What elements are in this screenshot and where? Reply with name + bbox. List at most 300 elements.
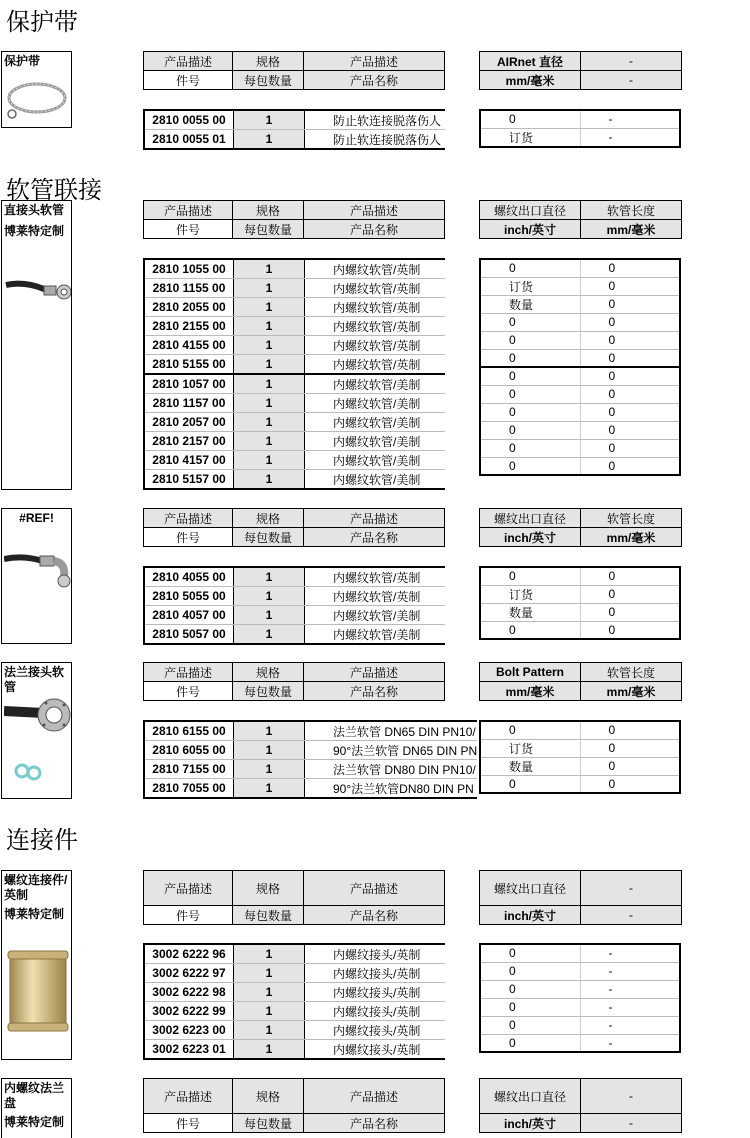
hdr-desc2: 产品描述 [304, 663, 445, 682]
data-table-thread-left [143, 943, 445, 1060]
hdr-qty: 每包数量 [233, 906, 304, 925]
part-number-cell: 2810 7155 00 [144, 760, 234, 779]
description-cell: 内螺纹软管/英制 [305, 336, 445, 355]
description-cell: 内螺纹软管/英制 [305, 298, 445, 317]
part-number-cell: 2810 5055 00 [144, 587, 234, 606]
belt-photo [4, 76, 70, 124]
table-row [144, 374, 445, 394]
hdr-part: 件号 [144, 71, 233, 90]
hdr-dash: - [581, 52, 682, 71]
description-cell: 内螺纹接头/英制 [305, 1040, 445, 1060]
section-title-fittings: 连接件 [6, 827, 78, 854]
hdr-desc: 产品描述 [144, 663, 233, 682]
hose-elbow-photo [4, 549, 72, 589]
quantity-cell: 1 [234, 110, 305, 130]
part-number-cell: 2810 4055 00 [144, 567, 234, 587]
side-label-custom: 博莱特定制 [4, 224, 65, 238]
side-label: 保护带 [4, 54, 41, 68]
length-cell: 0 [580, 295, 680, 313]
diameter-cell: 0 [480, 421, 580, 439]
table-row [144, 110, 445, 130]
hdr-qty: 每包数量 [233, 71, 304, 90]
part-number-cell: 2810 6155 00 [144, 721, 234, 741]
hdr-qty: 每包数量 [233, 528, 304, 547]
table-row [144, 779, 477, 799]
header-table-flange-left [143, 662, 445, 701]
quantity-cell: 1 [234, 587, 305, 606]
length-cell: 0 [580, 259, 680, 277]
header-table-ref-right [479, 508, 682, 547]
data-table-flange-right [479, 720, 681, 794]
diameter-cell: 0 [480, 775, 580, 793]
hdr-inch: inch/英寸 [480, 220, 581, 239]
flange-hose-photo [4, 689, 72, 789]
table-row [144, 944, 445, 964]
part-number-cell: 2810 1155 00 [144, 279, 234, 298]
side-panel-thread-fitting [1, 870, 72, 1060]
quantity-cell: 1 [234, 279, 305, 298]
part-number-cell: 3002 6222 97 [144, 964, 234, 983]
quantity-cell: 1 [234, 1021, 305, 1040]
diameter-cell: 0 [480, 944, 580, 962]
quantity-cell: 1 [234, 741, 305, 760]
hdr-name: 产品名称 [304, 71, 445, 90]
side-label-custom: 博莱特定制 [4, 1115, 65, 1129]
data-table-ref-right [479, 566, 681, 640]
part-number-cell: 2810 6055 00 [144, 741, 234, 760]
quantity-cell: 1 [234, 259, 305, 279]
diameter-cell: 0 [480, 313, 580, 331]
diameter-cell: 0 [480, 385, 580, 403]
quantity-cell: 1 [234, 779, 305, 799]
hdr-hoselen: 软管长度 [581, 663, 682, 682]
length-cell: - [580, 128, 680, 147]
length-cell: 0 [580, 775, 680, 793]
description-cell: 90°法兰软管DN80 DIN PN [305, 779, 478, 799]
table-row [480, 980, 680, 998]
description-cell: 法兰软管 DN65 DIN PN10/ [305, 721, 478, 741]
data-table-straight-right [479, 258, 681, 476]
table-row [144, 721, 477, 741]
length-cell: - [580, 1016, 680, 1034]
table-row [480, 110, 680, 128]
description-cell: 内螺纹接头/英制 [305, 944, 445, 964]
section-title-protection-belt: 保护带 [6, 9, 78, 36]
quantity-cell: 1 [234, 355, 305, 375]
length-cell: 0 [580, 585, 680, 603]
hdr-desc2: 产品描述 [304, 509, 445, 528]
diameter-cell: 订货 [480, 128, 580, 147]
side-label: #REF! [19, 511, 54, 525]
table-row [480, 295, 680, 313]
part-number-cell: 2810 0055 00 [144, 110, 234, 130]
hdr-hoselen: 软管长度 [581, 509, 682, 528]
part-number-cell: 2810 2057 00 [144, 413, 234, 432]
table-row [144, 983, 445, 1002]
description-cell: 内螺纹软管/美制 [305, 394, 445, 413]
hdr-part: 件号 [144, 1114, 233, 1133]
side-panel-straight-hose [1, 200, 72, 490]
length-cell: 0 [580, 757, 680, 775]
quantity-cell: 1 [234, 336, 305, 355]
table-row [144, 317, 445, 336]
diameter-cell: 0 [480, 367, 580, 385]
quantity-cell: 1 [234, 1040, 305, 1060]
hdr-desc: 产品描述 [144, 509, 233, 528]
table-row [144, 432, 445, 451]
hdr-inch: inch/英寸 [480, 906, 581, 925]
diameter-cell: 0 [480, 259, 580, 277]
quantity-cell: 1 [234, 298, 305, 317]
diameter-cell: 数量 [480, 295, 580, 313]
table-row [144, 279, 445, 298]
quantity-cell: 1 [234, 394, 305, 413]
table-row [144, 394, 445, 413]
hdr-name: 产品名称 [304, 220, 445, 239]
part-number-cell: 3002 6223 01 [144, 1040, 234, 1060]
data-table-thread-right [479, 943, 681, 1053]
part-number-cell: 3002 6222 96 [144, 944, 234, 964]
quantity-cell: 1 [234, 317, 305, 336]
description-cell: 内螺纹软管/美制 [305, 606, 445, 625]
length-cell: 0 [580, 721, 680, 739]
quantity-cell: 1 [234, 567, 305, 587]
description-cell: 内螺纹接头/英制 [305, 983, 445, 1002]
hdr-dash: - [581, 1114, 682, 1133]
hdr-dash: - [581, 906, 682, 925]
hose-photo [4, 277, 72, 307]
table-row [480, 603, 680, 621]
part-number-cell: 2810 2055 00 [144, 298, 234, 317]
table-row [144, 606, 445, 625]
description-cell: 内螺纹软管/美制 [305, 470, 445, 490]
description-cell: 内螺纹软管/英制 [305, 279, 445, 298]
diameter-cell: 订货 [480, 585, 580, 603]
table-row [480, 585, 680, 603]
data-table-ref-left [143, 566, 445, 645]
header-table-flange-right [479, 662, 682, 701]
table-row [144, 587, 445, 606]
table-row [144, 130, 445, 150]
data-table-straight-left [143, 258, 445, 490]
quantity-cell: 1 [234, 374, 305, 394]
table-row [480, 403, 680, 421]
diameter-cell: 0 [480, 721, 580, 739]
side-panel-flange-plate [1, 1078, 72, 1138]
description-cell: 内螺纹软管/美制 [305, 625, 445, 645]
hdr-dash: - [581, 71, 682, 90]
table-row [480, 367, 680, 385]
part-number-cell: 3002 6223 00 [144, 1021, 234, 1040]
table-row [144, 451, 445, 470]
hdr-mm: mm/毫米 [581, 220, 682, 239]
length-cell: - [580, 110, 680, 128]
table-row [144, 1040, 445, 1060]
part-number-cell: 2810 1055 00 [144, 259, 234, 279]
quantity-cell: 1 [234, 625, 305, 645]
quantity-cell: 1 [234, 432, 305, 451]
length-cell: - [580, 998, 680, 1016]
description-cell: 内螺纹软管/英制 [305, 355, 445, 375]
part-number-cell: 3002 6222 99 [144, 1002, 234, 1021]
part-number-cell: 2810 7055 00 [144, 779, 234, 799]
description-cell: 内螺纹软管/美制 [305, 413, 445, 432]
diameter-cell: 0 [480, 439, 580, 457]
description-cell: 内螺纹软管/英制 [305, 587, 445, 606]
data-table-flange-left [143, 720, 477, 799]
data-table-belt-left [143, 109, 445, 150]
diameter-cell: 订货 [480, 739, 580, 757]
part-number-cell: 3002 6222 98 [144, 983, 234, 1002]
hdr-part: 件号 [144, 528, 233, 547]
hdr-desc: 产品描述 [144, 871, 233, 906]
diameter-cell: 数量 [480, 757, 580, 775]
quantity-cell: 1 [234, 1002, 305, 1021]
quantity-cell: 1 [234, 983, 305, 1002]
table-row [144, 964, 445, 983]
hdr-mm: mm/毫米 [480, 71, 581, 90]
quantity-cell: 1 [234, 721, 305, 741]
length-cell: 0 [580, 367, 680, 385]
quantity-cell: 1 [234, 760, 305, 779]
hdr-spec: 规格 [233, 201, 304, 220]
description-cell: 内螺纹接头/英制 [305, 964, 445, 983]
part-number-cell: 2810 5057 00 [144, 625, 234, 645]
header-table-belt-left [143, 51, 445, 90]
table-row [480, 128, 680, 147]
hdr-thread: 螺纹出口直径 [480, 1079, 581, 1114]
table-row [144, 567, 445, 587]
hdr-mm: mm/毫米 [581, 528, 682, 547]
length-cell: 0 [580, 621, 680, 639]
table-row [480, 259, 680, 277]
part-number-cell: 2810 1157 00 [144, 394, 234, 413]
description-cell: 防止软连接脱落伤人 [305, 110, 445, 130]
brass-fitting-photo [4, 945, 72, 1035]
part-number-cell: 2810 5157 00 [144, 470, 234, 490]
table-row [480, 775, 680, 793]
diameter-cell: 0 [480, 980, 580, 998]
quantity-cell: 1 [234, 944, 305, 964]
side-label-custom: 博莱特定制 [4, 907, 65, 921]
part-number-cell: 2810 2155 00 [144, 317, 234, 336]
table-row [480, 621, 680, 639]
hdr-airnet: AIRnet 直径 [480, 52, 581, 71]
table-row [480, 331, 680, 349]
header-table-straight-right [479, 200, 682, 239]
header-table-thread-left [143, 870, 445, 925]
table-row [480, 313, 680, 331]
hdr-part: 件号 [144, 906, 233, 925]
hdr-qty: 每包数量 [233, 1114, 304, 1133]
length-cell: 0 [580, 277, 680, 295]
quantity-cell: 1 [234, 606, 305, 625]
header-table-flangeplate-left [143, 1078, 445, 1133]
diameter-cell: 0 [480, 110, 580, 128]
side-panel-ref [1, 508, 72, 644]
length-cell: 0 [580, 331, 680, 349]
hdr-desc2: 产品描述 [304, 52, 445, 71]
table-row [480, 385, 680, 403]
table-row [480, 1034, 680, 1052]
table-row [480, 739, 680, 757]
length-cell: 0 [580, 385, 680, 403]
description-cell: 防止软连接脱落伤人 [305, 130, 445, 150]
hdr-desc2: 产品描述 [304, 871, 445, 906]
hdr-spec: 规格 [233, 1079, 304, 1114]
table-row [144, 336, 445, 355]
hdr-dash: - [581, 871, 682, 906]
quantity-cell: 1 [234, 413, 305, 432]
diameter-cell: 0 [480, 1034, 580, 1052]
hdr-spec: 规格 [233, 52, 304, 71]
table-row [480, 962, 680, 980]
length-cell: 0 [580, 603, 680, 621]
description-cell: 内螺纹软管/美制 [305, 374, 445, 394]
description-cell: 内螺纹软管/美制 [305, 432, 445, 451]
side-panel-flange-hose [1, 662, 72, 799]
part-number-cell: 2810 1057 00 [144, 374, 234, 394]
diameter-cell: 0 [480, 349, 580, 367]
description-cell: 法兰软管 DN80 DIN PN10/ [305, 760, 478, 779]
header-table-straight-left [143, 200, 445, 239]
table-row [480, 567, 680, 585]
hdr-name: 产品名称 [304, 1114, 445, 1133]
hdr-desc: 产品描述 [144, 1079, 233, 1114]
part-number-cell: 2810 4157 00 [144, 451, 234, 470]
diameter-cell: 0 [480, 567, 580, 585]
side-label: 直接头软管 [4, 203, 65, 217]
length-cell: 0 [580, 313, 680, 331]
quantity-cell: 1 [234, 470, 305, 490]
length-cell: 0 [580, 403, 680, 421]
hdr-name: 产品名称 [304, 682, 445, 701]
part-number-cell: 2810 5155 00 [144, 355, 234, 375]
description-cell: 内螺纹接头/英制 [305, 1002, 445, 1021]
table-row [144, 1002, 445, 1021]
table-row [480, 457, 680, 475]
description-cell: 内螺纹软管/美制 [305, 451, 445, 470]
table-row [144, 625, 445, 645]
hdr-desc: 产品描述 [144, 201, 233, 220]
hdr-qty: 每包数量 [233, 220, 304, 239]
part-number-cell: 2810 4057 00 [144, 606, 234, 625]
hdr-mm: mm/毫米 [480, 682, 581, 701]
table-row [144, 413, 445, 432]
table-row [144, 760, 477, 779]
diameter-cell: 0 [480, 621, 580, 639]
diameter-cell: 0 [480, 457, 580, 475]
table-row [144, 741, 477, 760]
length-cell: 0 [580, 457, 680, 475]
hdr-part: 件号 [144, 682, 233, 701]
table-row [144, 298, 445, 317]
length-cell: - [580, 1034, 680, 1052]
table-row [480, 944, 680, 962]
length-cell: - [580, 944, 680, 962]
hdr-inch: inch/英寸 [480, 528, 581, 547]
diameter-cell: 数量 [480, 603, 580, 621]
part-number-cell: 2810 2157 00 [144, 432, 234, 451]
description-cell: 内螺纹软管/英制 [305, 567, 445, 587]
header-table-thread-right [479, 870, 682, 925]
hdr-name: 产品名称 [304, 906, 445, 925]
diameter-cell: 0 [480, 403, 580, 421]
length-cell: 0 [580, 739, 680, 757]
table-row [480, 277, 680, 295]
data-table-belt-right [479, 109, 681, 148]
header-table-flangeplate-right [479, 1078, 682, 1133]
hdr-desc: 产品描述 [144, 52, 233, 71]
table-row [480, 421, 680, 439]
part-number-cell: 2810 0055 01 [144, 130, 234, 150]
quantity-cell: 1 [234, 964, 305, 983]
hdr-qty: 每包数量 [233, 682, 304, 701]
length-cell: 0 [580, 421, 680, 439]
quantity-cell: 1 [234, 451, 305, 470]
hdr-hoselen: 软管长度 [581, 201, 682, 220]
table-row [144, 259, 445, 279]
length-cell: - [580, 962, 680, 980]
table-row [480, 998, 680, 1016]
length-cell: 0 [580, 567, 680, 585]
hdr-spec: 规格 [233, 663, 304, 682]
hdr-mm: mm/毫米 [581, 682, 682, 701]
table-row [144, 470, 445, 490]
table-row [480, 349, 680, 367]
length-cell: - [580, 980, 680, 998]
hdr-inch: inch/英寸 [480, 1114, 581, 1133]
hdr-spec: 规格 [233, 871, 304, 906]
hdr-desc2: 产品描述 [304, 1079, 445, 1114]
length-cell: 0 [580, 349, 680, 367]
length-cell: 0 [580, 439, 680, 457]
diameter-cell: 0 [480, 998, 580, 1016]
description-cell: 内螺纹软管/英制 [305, 259, 445, 279]
hdr-part: 件号 [144, 220, 233, 239]
part-number-cell: 2810 4155 00 [144, 336, 234, 355]
table-row [144, 1021, 445, 1040]
side-panel-belt [1, 51, 72, 128]
quantity-cell: 1 [234, 130, 305, 150]
table-row [480, 757, 680, 775]
hdr-dash: - [581, 1079, 682, 1114]
hdr-thread: 螺纹出口直径 [480, 509, 581, 528]
side-label: 内螺纹法兰盘 [4, 1081, 65, 1110]
hdr-name: 产品名称 [304, 528, 445, 547]
side-label: 法兰接头软管 [4, 665, 65, 694]
diameter-cell: 0 [480, 331, 580, 349]
diameter-cell: 0 [480, 1016, 580, 1034]
hdr-thread: 螺纹出口直径 [480, 201, 581, 220]
table-row [480, 439, 680, 457]
table-row [144, 355, 445, 375]
table-row [480, 721, 680, 739]
description-cell: 内螺纹接头/英制 [305, 1021, 445, 1040]
table-row [480, 1016, 680, 1034]
hdr-desc2: 产品描述 [304, 201, 445, 220]
hdr-spec: 规格 [233, 509, 304, 528]
side-label: 螺纹连接件/英制 [4, 873, 68, 902]
hdr-bolt: Bolt Pattern [480, 663, 581, 682]
header-table-belt-right [479, 51, 682, 90]
hdr-thread: 螺纹出口直径 [480, 871, 581, 906]
section-title-hose-connection: 软管联接 [6, 177, 102, 204]
diameter-cell: 0 [480, 962, 580, 980]
description-cell: 内螺纹软管/英制 [305, 317, 445, 336]
diameter-cell: 订货 [480, 277, 580, 295]
header-table-ref-left [143, 508, 445, 547]
